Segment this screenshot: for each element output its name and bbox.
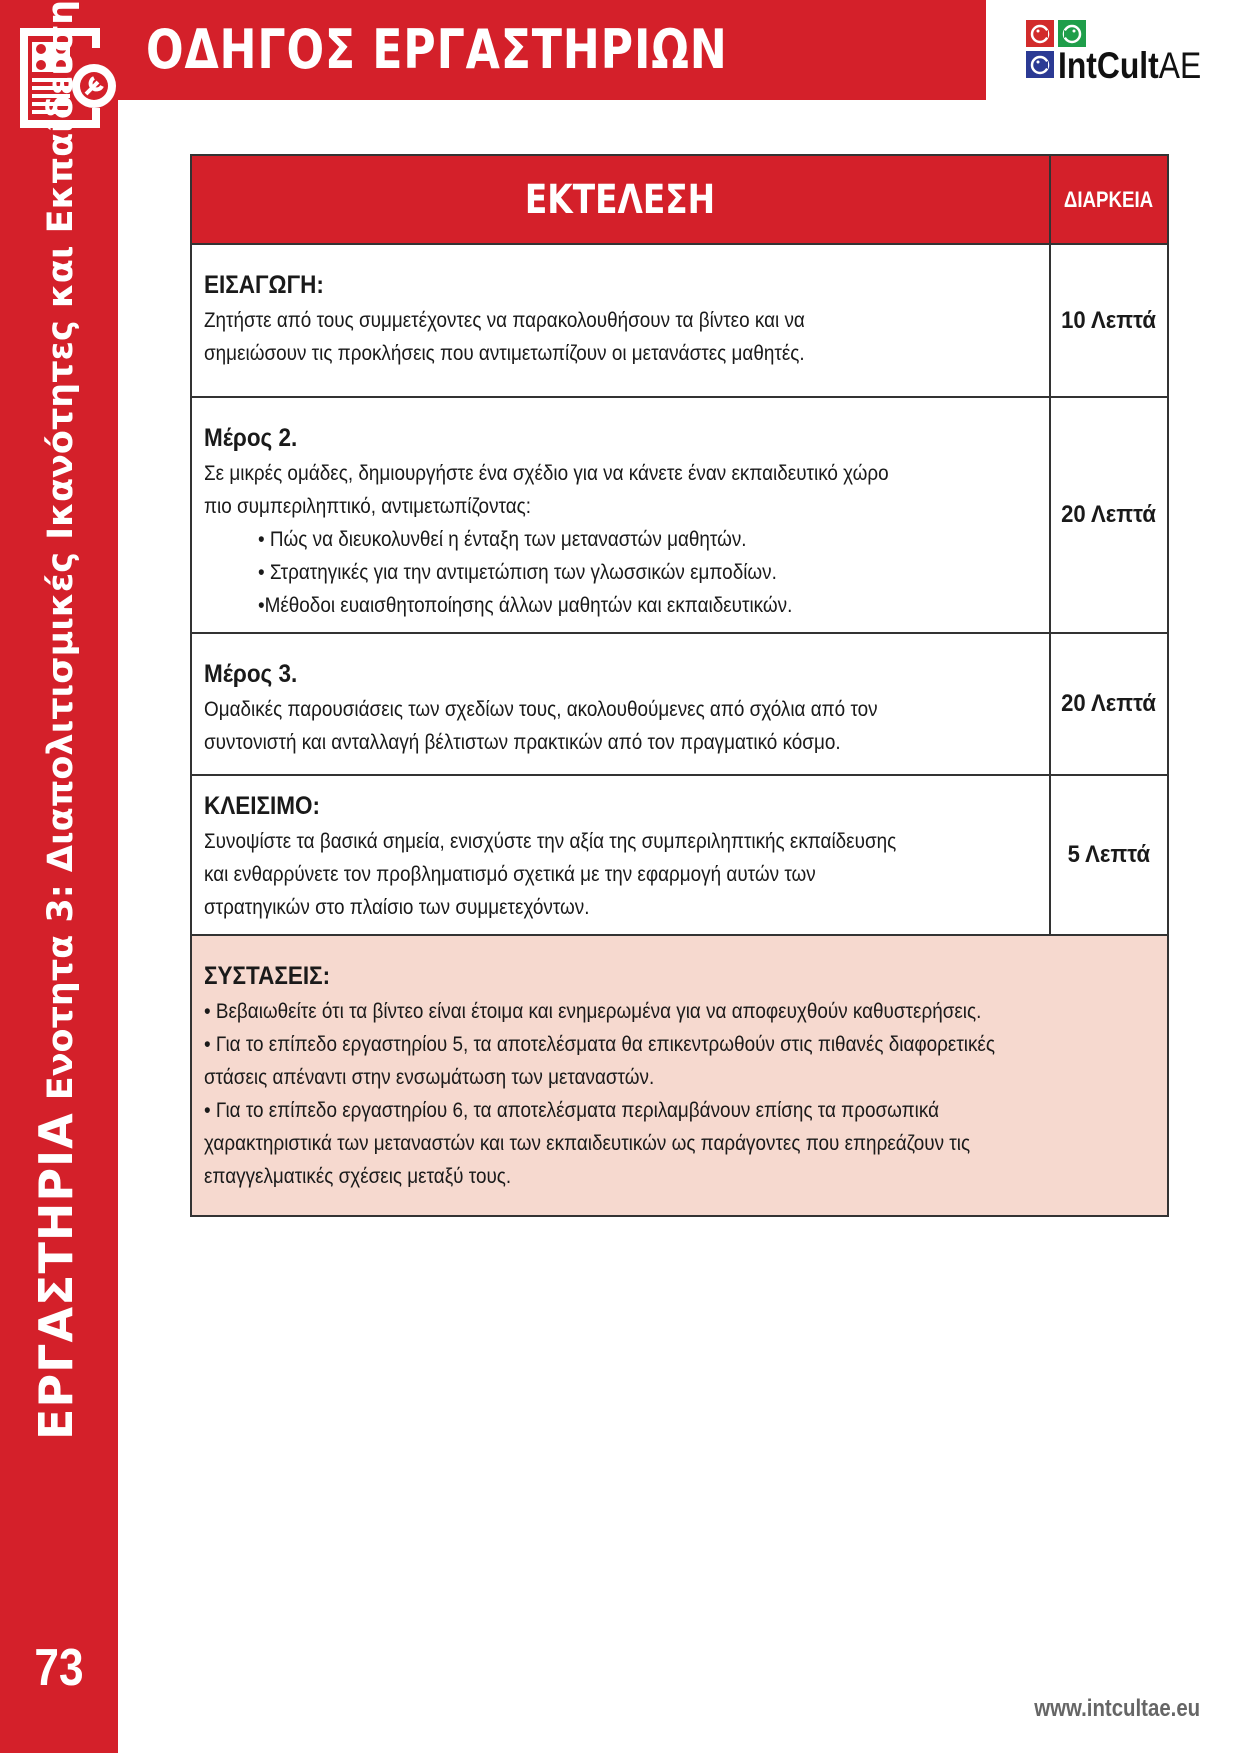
table-row-closing	[192, 774, 1167, 934]
recommendation-text: χαρακτηριστικά των μεταναστών και των εκπαιδευτικών ως παράγοντες που επηρεάζουν τις	[204, 1132, 971, 1155]
header-duration: ΔΙΑΡΚΕΙΑ	[1064, 186, 1154, 212]
page-title: ΟΔΗΓΟΣ ΕΡΓΑΣΤΗΡΙΩΝ	[146, 18, 728, 81]
page-number: 73	[34, 1639, 84, 1697]
duration-value: 5 Λεπτά	[1067, 841, 1151, 868]
table-row-part-3	[192, 632, 1167, 774]
logo-blue-face-icon	[1026, 51, 1054, 78]
recommendation-text: στάσεις απέναντι στην ενσωμάτωση των μεταναστών.	[204, 1066, 655, 1089]
logo-wordmark: IntCultAE	[1058, 45, 1202, 86]
section-text: Ομαδικές παρουσιάσεις των σχεδίων τους, ακολουθούμενες από σχόλια από τον	[204, 698, 878, 721]
section-title: ΕΙΣΑΓΩΓΗ:	[204, 271, 324, 299]
section-title: Μέρος 3.	[204, 660, 298, 688]
sidebar-sub-label: Ενοτητα 3: Διαπολιτισμικές Ικανότητες και Εκπαίδευση	[41, 0, 81, 1101]
section-title: Μέρος 2.	[204, 424, 298, 452]
duration-value: 20 Λεπτά	[1061, 690, 1157, 717]
recommendations-box	[192, 934, 1167, 1215]
header-execution: ΕΚΤΕΛΕΣΗ	[525, 176, 716, 223]
execution-table	[190, 154, 1169, 1217]
table-row-intro	[192, 243, 1167, 396]
recommendations-title: ΣΥΣΤΑΣΕΙΣ:	[204, 962, 331, 990]
recommendation-text: • Βεβαιωθείτε ότι τα βίντεο είναι έτοιμα και ενημερωμένα για να αποφευχθούν καθυστερήσεις.	[204, 1000, 982, 1023]
section-text: και ενθαρρύνετε τον προβληματισμό σχετικά με την εφαρμογή αυτών των	[204, 863, 816, 886]
section-text: Συνοψίστε τα βασικά σημεία, ενισχύστε την αξία της συμπεριληπτικής εκπαίδευσης	[204, 830, 897, 853]
bullet-item: • Πώς να διευκολυνθεί η ένταξη των μεταναστών μαθητών.	[258, 528, 747, 551]
sidebar-vertical-title	[29, 0, 89, 1440]
logo-green-face-icon	[1058, 20, 1086, 47]
logo-red-face-icon	[1026, 20, 1054, 47]
table-header-row	[192, 156, 1167, 243]
bullet-item: • Στρατηγικές για την αντιμετώπιση των γλωσσικών εμποδίων.	[258, 561, 777, 584]
section-title: ΚΛΕΙΣΙΜΟ:	[204, 792, 321, 820]
table-row-part-2	[192, 396, 1167, 632]
intcultae-logo	[1026, 20, 1206, 90]
bullet-item: •Μέθοδοι ευαισθητοποίησης άλλων μαθητών και εκπαιδευτικών.	[258, 594, 793, 617]
duration-value: 20 Λεπτά	[1061, 501, 1157, 528]
section-text: συντονιστή και ανταλλαγή βέλτιστων πρακτικών από τον πραγματικό κόσμο.	[204, 731, 841, 754]
recommendation-text: επαγγελματικές σχέσεις μεταξύ τους.	[204, 1165, 512, 1188]
sidebar-main-label: ΕΡΓΑΣΤΗΡΙΑ	[29, 1112, 83, 1440]
section-text: στρατηγικών στο πλαίσιο των συμμετεχόντων.	[204, 896, 590, 919]
website-link[interactable]: www.intcultae.eu	[1034, 1695, 1200, 1722]
section-text: πιο συμπεριληπτικό, αντιμετωπίζοντας:	[204, 495, 532, 518]
duration-value: 10 Λεπτά	[1061, 306, 1157, 334]
section-text: σημειώσουν τις προκλήσεις που αντιμετωπίζουν οι μετανάστες μαθητές.	[204, 342, 805, 365]
section-text: Ζητήστε από τους συμμετέχοντες να παρακολουθήσουν τα βίντεο και να	[204, 309, 805, 332]
recommendation-text: • Για το επίπεδο εργαστηρίου 6, τα αποτελέσματα περιλαμβάνουν επίσης τα προσωπικά	[204, 1099, 940, 1122]
recommendation-text: • Για το επίπεδο εργαστηρίου 5, τα αποτελέσματα θα επικεντρωθούν στις πιθανές διαφορετικές	[204, 1033, 995, 1056]
section-text: Σε μικρές ομάδες, δημιουργήστε ένα σχέδιο για να κάνετε έναν εκπαιδευτικό χώρο	[204, 462, 889, 485]
